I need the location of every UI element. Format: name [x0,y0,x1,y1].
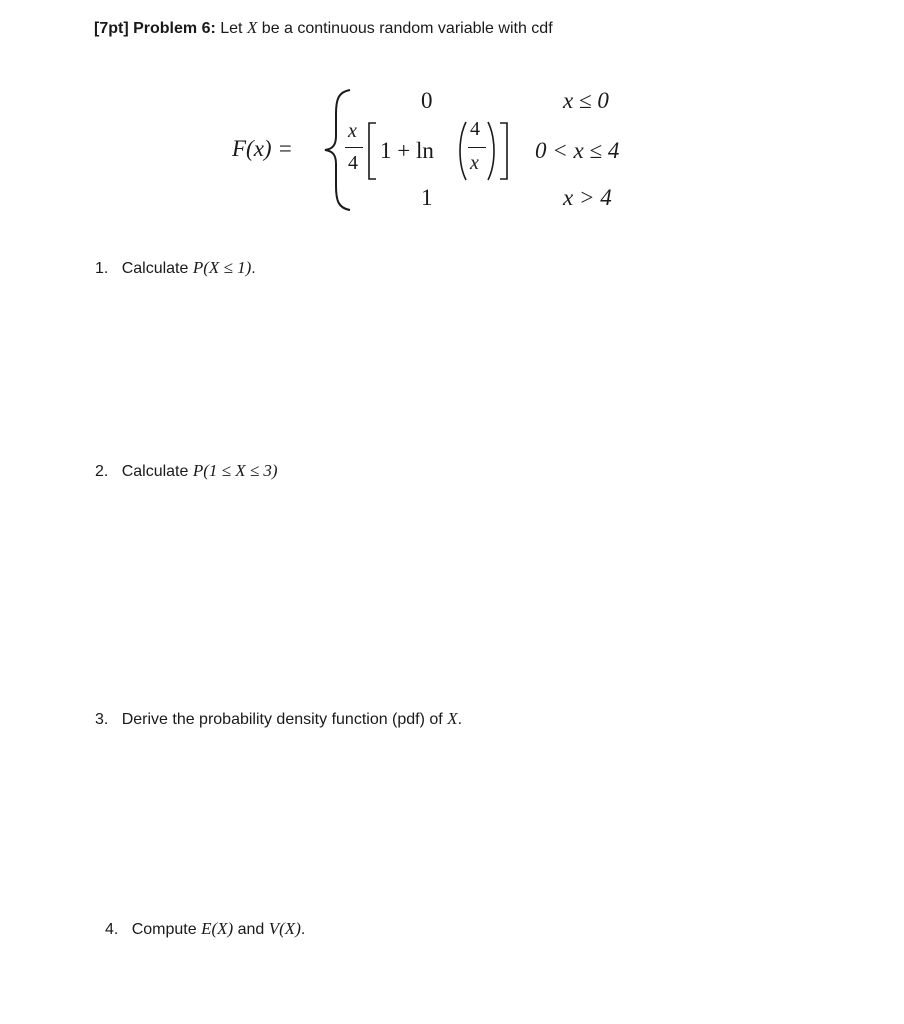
question-suffix: . [300,921,306,938]
header-variable: X [246,18,258,37]
question-text: Derive the probability density function (pdf) of [121,711,443,728]
question-suffix: . [251,260,256,277]
question-number: 2. [95,463,109,480]
right-square-bracket [498,122,510,180]
question-number: 1. [95,260,109,277]
case3-value: 1 [421,185,433,210]
question-math: E(X) [201,919,234,938]
question-text: Calculate [121,463,189,480]
left-brace [322,88,354,212]
case2-inner-frac-den: x [470,152,479,174]
case2-frac-num: x [348,120,357,142]
question-number: 4. [105,921,119,938]
question-text: Calculate [121,260,189,277]
question-1 [95,258,256,278]
question-number: 3. [95,711,109,728]
question-math: X [447,709,458,728]
case3-condition: x > 4 [563,185,612,210]
question-math: P(X ≤ 1) [192,258,252,277]
right-paren [486,120,498,182]
question-3 [95,709,462,729]
question-math: P(1 ≤ X ≤ 3) [192,461,278,480]
case2-frac-den: 4 [348,152,358,174]
case2-inner-frac-num: 4 [470,118,480,140]
case2-bracket-inner: 1 + ln [380,138,434,163]
problem-label: Problem 6: [133,20,216,37]
case2-condition: 0 < x ≤ 4 [535,138,620,163]
case1-condition: x ≤ 0 [563,88,609,113]
case1-value: 0 [421,88,433,113]
header-text-before: Let [220,20,243,37]
question-text: Compute [131,921,197,938]
question-4 [105,919,305,939]
question-and: and [237,921,265,938]
formula-lhs: F(x) = [232,136,293,161]
left-square-bracket [366,122,378,180]
left-paren [456,120,468,182]
header-text-after: be a continuous random variable with cdf [261,20,553,37]
question-2 [95,461,278,481]
question-math-2: V(X) [268,919,301,938]
points-label: [7pt] [94,20,129,37]
cdf-formula [0,0,904,240]
question-suffix: . [457,711,463,728]
